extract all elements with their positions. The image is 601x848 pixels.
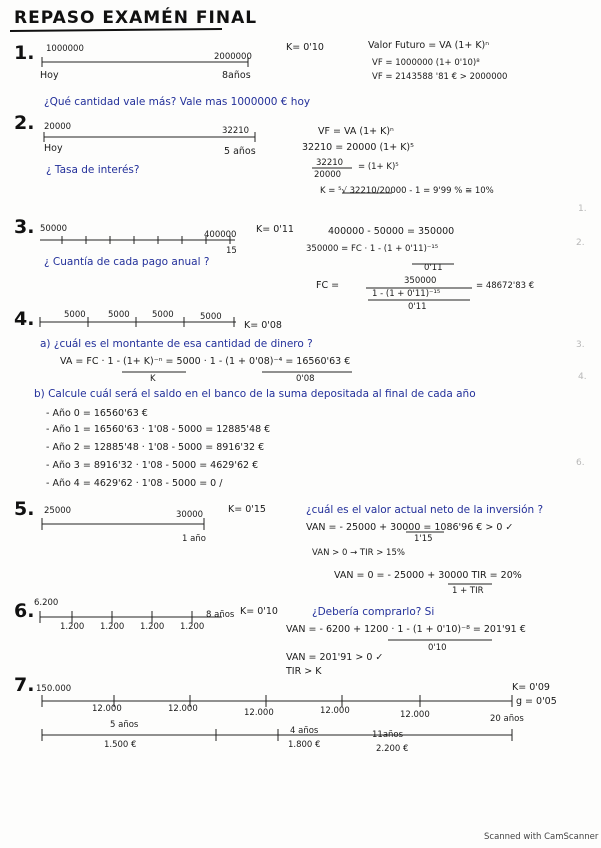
fraction-den: K bbox=[150, 374, 156, 384]
balance-row: - Año 4 = 4629'62 · 1'08 - 5000 = 0 / bbox=[46, 478, 223, 489]
timeline-value: 150.000 bbox=[36, 684, 72, 694]
rate-label: K= 0'10 bbox=[240, 606, 278, 617]
formula-line: VF = 2143588 '81 € > 2000000 bbox=[372, 72, 508, 82]
timeline-value: 5000 bbox=[200, 312, 222, 322]
problem-number: 3. bbox=[14, 216, 35, 238]
formula-line: VAN = 0 = - 25000 + 30000 TIR = 20% bbox=[334, 570, 522, 581]
timeline-end-label: 20 años bbox=[490, 714, 524, 724]
question-text: ¿Debería comprarlo? Si bbox=[312, 606, 435, 618]
segment-amount: 2.200 € bbox=[376, 744, 409, 754]
formula-line: VAN = - 6200 + 1200 · 1 - (1 + 0'10)⁻⁸ = 201'91 € bbox=[286, 624, 526, 635]
timeline-end-label: 1 año bbox=[182, 534, 206, 544]
page-title: REPASO EXAMÉN FINAL bbox=[14, 8, 258, 28]
timeline-value: 5000 bbox=[108, 310, 130, 320]
formula-result: = 48672'83 € bbox=[476, 281, 535, 291]
margin-mark: 2. bbox=[576, 238, 585, 248]
formula-line: VAN = - 25000 + 30000 = 1086'96 € > 0 ✓ bbox=[306, 522, 514, 533]
fraction-den: 1 + TIR bbox=[452, 586, 484, 596]
problem-number: 5. bbox=[14, 498, 35, 520]
question-text: ¿ Cuantía de cada pago anual ? bbox=[44, 256, 210, 268]
timeline-value: 12.000 bbox=[244, 708, 274, 718]
fraction-den: 0'08 bbox=[296, 374, 315, 384]
timeline-value: 12.000 bbox=[400, 710, 430, 720]
timeline-value: 400000 bbox=[204, 230, 237, 240]
timeline-start-label: Hoy bbox=[40, 70, 59, 81]
rate-label: K= 0'10 bbox=[286, 42, 324, 53]
formula-line: K = ⁵√ 32210/20000 - 1 = 9'99 % ≅ 10% bbox=[320, 186, 494, 196]
rate-label: K= 0'09 bbox=[512, 682, 550, 693]
timeline-start-label: Hoy bbox=[44, 143, 63, 154]
formula-line: VF = 1000000 (1+ 0'10)⁸ bbox=[372, 58, 480, 68]
segment-years: 5 años bbox=[110, 720, 139, 730]
question-text: ¿Qué cantidad vale más? Vale mas 1000000 € hoy bbox=[44, 96, 311, 108]
fraction-den: 0'11 bbox=[424, 263, 443, 273]
timeline-value: 20000 bbox=[44, 122, 72, 132]
question-text: ¿cuál es el valor actual neto de la inversión ? bbox=[306, 504, 544, 516]
question-text: a) ¿cuál es el montante de esa cantidad de dinero ? bbox=[40, 338, 313, 350]
segment-amount: 1.800 € bbox=[288, 740, 321, 750]
growth-label: g = 0'05 bbox=[516, 696, 557, 707]
timeline-end-label: 8años bbox=[222, 70, 251, 81]
segment-years: 4 años bbox=[290, 726, 319, 736]
segment-years: 11años bbox=[372, 730, 404, 740]
fraction-num: 32210 bbox=[316, 158, 344, 168]
formula-line: TIR > K bbox=[286, 666, 322, 677]
fraction-den: 0'11 bbox=[408, 302, 427, 312]
formula-line: VA = FC · 1 - (1+ K)⁻ⁿ = 5000 · 1 - (1 + 0'08)⁻⁴ = 16560'63 € bbox=[60, 356, 351, 367]
formula-line: = (1+ K)⁵ bbox=[358, 162, 399, 172]
timeline-value: 1000000 bbox=[46, 44, 84, 54]
margin-mark: 3. bbox=[576, 340, 585, 350]
rate-label: K= 0'15 bbox=[228, 504, 266, 515]
margin-mark: 1. bbox=[578, 204, 587, 214]
balance-row: - Año 2 = 12885'48 · 1'08 - 5000 = 8916'32 € bbox=[46, 442, 265, 453]
timeline-end-label: 5 años bbox=[224, 146, 256, 157]
timeline-end-label: 8 años bbox=[206, 610, 235, 620]
rate-label: K= 0'08 bbox=[244, 320, 282, 331]
formula-line: VAN = 201'91 > 0 ✓ bbox=[286, 652, 384, 663]
timeline-value: 1.200 bbox=[180, 622, 205, 632]
timeline-value: 25000 bbox=[44, 506, 72, 516]
timeline-value: 2000000 bbox=[214, 52, 252, 62]
timeline-value: 12.000 bbox=[92, 704, 122, 714]
timeline-value: 12.000 bbox=[320, 706, 350, 716]
question-text: b) Calcule cuál será el saldo en el banco de la suma depositada al final de cada año bbox=[34, 388, 476, 400]
timeline-value: 1.200 bbox=[100, 622, 125, 632]
balance-row: - Año 1 = 16560'63 · 1'08 - 5000 = 12885'48 € bbox=[46, 424, 271, 435]
timeline-value: 5000 bbox=[64, 310, 86, 320]
scanner-watermark: Scanned with CamScanner bbox=[484, 832, 599, 842]
segment-amount: 1.500 € bbox=[104, 740, 137, 750]
formula-line: 400000 - 50000 = 350000 bbox=[328, 226, 455, 237]
problem-number: 4. bbox=[14, 308, 35, 330]
timeline-value: 1.200 bbox=[60, 622, 85, 632]
formula-line: VAN > 0 → TIR > 15% bbox=[312, 548, 405, 558]
margin-mark: 4. bbox=[578, 372, 587, 382]
timeline-value: 12.000 bbox=[168, 704, 198, 714]
fraction-den: 0'10 bbox=[428, 643, 447, 653]
fraction-num: 350000 bbox=[404, 276, 437, 286]
fraction-den: 1 - (1 + 0'11)⁻¹⁵ bbox=[372, 289, 441, 299]
timeline-value: 30000 bbox=[176, 510, 204, 520]
formula-line: 32210 = 20000 (1+ K)⁵ bbox=[302, 142, 414, 153]
problem-number: 1. bbox=[14, 42, 35, 64]
problem-number: 6. bbox=[14, 600, 35, 622]
timeline-value: 50000 bbox=[40, 224, 68, 234]
timeline-value: 32210 bbox=[222, 126, 250, 136]
rate-label: K= 0'11 bbox=[256, 224, 294, 235]
question-text: ¿ Tasa de interés? bbox=[46, 164, 140, 176]
formula-line: Valor Futuro = VA (1+ K)ⁿ bbox=[368, 40, 490, 51]
timeline-value: 1.200 bbox=[140, 622, 165, 632]
balance-row: - Año 3 = 8916'32 · 1'08 - 5000 = 4629'62 € bbox=[46, 460, 259, 471]
fraction-den: 1'15 bbox=[414, 534, 433, 544]
margin-mark: 6. bbox=[576, 458, 585, 468]
timeline-value: 6.200 bbox=[34, 598, 59, 608]
problem-number: 7. bbox=[14, 674, 35, 696]
formula-line: VF = VA (1+ K)ⁿ bbox=[318, 126, 394, 137]
timeline-end-label: 15 bbox=[226, 246, 237, 256]
formula-line: 350000 = FC · 1 - (1 + 0'11)⁻¹⁵ bbox=[306, 244, 439, 254]
balance-row: - Año 0 = 16560'63 € bbox=[46, 408, 148, 419]
timeline-value: 5000 bbox=[152, 310, 174, 320]
fraction-den: 20000 bbox=[314, 170, 342, 180]
formula-line: FC = bbox=[316, 280, 340, 291]
problem-number: 2. bbox=[14, 112, 35, 134]
